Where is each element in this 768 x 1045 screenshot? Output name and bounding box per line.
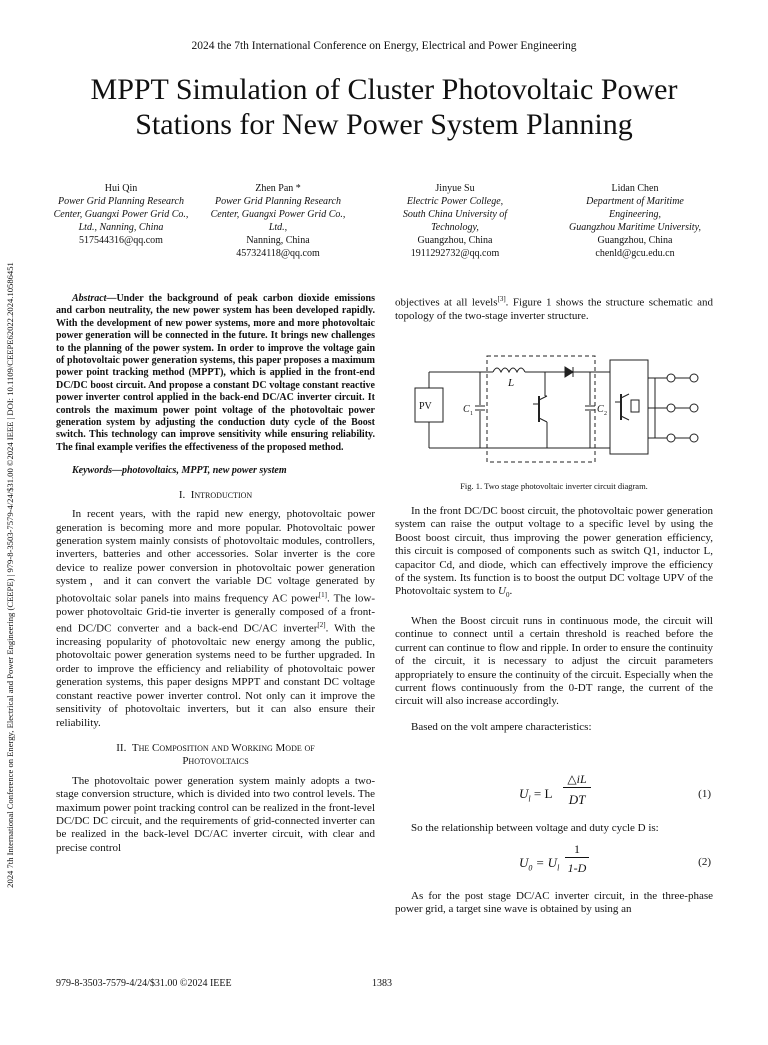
- inverter-box: [610, 360, 648, 454]
- abstract: [56, 293, 375, 454]
- section-title: The Composition and Working Mode of: [131, 741, 315, 754]
- footer-isbn: 979-8-3503-7579-4/24/$31.00 ©2024 IEEE: [56, 978, 232, 989]
- eq2-u: U: [519, 855, 529, 870]
- text-run: In recent years, with the rapid new energy, photovoltaic power generation is becoming more and more popular. Photovoltaic power generation system mainly consists of photovoltaic modules, controllers, inverters, batteries and other accessories. Solar inverter is the core device to realize power conversion in photovoltaic power generation system，and it can convert the variable DC voltage generated by photovoltaic solar panels into mains frequency AC power: [56, 508, 375, 605]
- section-number: I.: [178, 488, 186, 501]
- author-affiliation: Engineering,: [609, 209, 661, 220]
- conference-header: 2024 the 7th International Conference on Energy, Electrical and Power Engineering: [191, 40, 577, 52]
- eq1-lhs: [519, 786, 552, 804]
- author-name: Jinyue Su: [435, 183, 475, 194]
- continuous-mode-paragraph: When the Boost circuit runs in continuous mode, the circuit will continue to connect until a certain threshold is reached before the current can continue to flow and ripple. In order to ensure the continuity of the circuit, it is necessary to adjust the circuit parameters appropriately to ensure the continuity of the circuit. Especially when the current flows continuously from the 0-DT range, the current of the circuit will also increase accordingly.: [395, 615, 713, 708]
- eq1-number: (1): [698, 788, 711, 800]
- composition-paragraph: The photovoltaic power generation system mainly adopts a two-stage conversion structure, which is divided into two control levels. The maximum power point tracking control can be realized in the front-level DC/DC DC circuit, and the requirements of grid-connected inverter can be realized in the back-level DC/AC inverter circuit, with clear and precise control: [56, 774, 375, 854]
- c1-label: C: [463, 404, 470, 415]
- citation: [1]: [318, 590, 327, 599]
- author-affiliation: Technology,: [431, 222, 479, 233]
- grid-terminal-2: [667, 404, 675, 412]
- title-line-1: MPPT Simulation of Cluster Photovoltaic Power: [90, 73, 678, 106]
- author-location: Nanning, China: [246, 235, 310, 246]
- intro-paragraph: [56, 508, 375, 730]
- eq2-denominator: 1-D: [567, 861, 587, 875]
- author-affiliation: Guangzhou Maritime University,: [569, 222, 701, 233]
- c2-label: C: [597, 404, 604, 415]
- abstract-body: Under the background of peak carbon dioxide emissions and carbon neutrality, the new power system has been developed rapidly. With the development of new power systems, more and more photovoltaic power generation will be connected in the future. It brings new challenges to the planning of the power system. In order to improve the voltage gain of photovoltaic power generation systems, this paper proposes a maximum power point tracking method (MPPT), which is applied in the front-end DC/DC boost circuit. And propose a constant DC voltage constant reactive power inverter control applied in the back-end DC/AC inverter circuit. It controls the maximum power point voltage of the photovoltaic power generation system by adjusting the conduction duty cycle of the Boost switch. This technology can improve sensitivity while ensuring reliability. The final example verifies the effectiveness of the proposed method.: [56, 293, 375, 453]
- title-line-2: Stations for New Power System Planning: [135, 108, 633, 141]
- right-column-top: [395, 293, 713, 323]
- figure-caption: Fig. 1. Two stage photovoltaic inverter circuit diagram.: [460, 481, 648, 491]
- author-email: 457324118@qq.com: [236, 248, 320, 259]
- duty-cycle-paragraph: So the relationship between voltage and duty cycle D is:: [411, 822, 659, 834]
- eq2-u-sub: 0: [528, 863, 533, 873]
- eq2-numerator: 1: [565, 842, 589, 858]
- text-run: . With the increasing popularity of photovoltaic new energy among the public, photovoltaic power generation systems need to be further upgraded. In order to improve the efficiency and reliability of photovoltaic power generation systems, this paper designs MPPT and constant DC voltage constant reactive power inverter control. Not only can it improve the sensitivity of photovoltaic inverters, but it can also ensure their reliability.: [56, 622, 375, 729]
- grid-terminal-3: [667, 434, 675, 442]
- left-column: [56, 293, 375, 855]
- author-location: Guangzhou, China: [597, 235, 673, 246]
- right-column-mid: [395, 822, 713, 835]
- keywords: Keywords—photovoltaics, MPPT, new power system: [72, 465, 287, 477]
- author-affiliation: Electric Power College,: [406, 196, 504, 207]
- eq1-numerator: △iL: [563, 772, 591, 788]
- author-affiliation: Ltd., Nanning, China: [78, 222, 164, 233]
- inductor-label: L: [508, 377, 515, 389]
- author-affiliation: Ltd.,: [268, 222, 288, 233]
- pv-label: PV: [419, 401, 432, 412]
- equation-2: [395, 842, 713, 888]
- diode-symbol: [565, 367, 573, 377]
- inverter-paragraph: As for the post stage DC/AC inverter circuit, in the three-phase power grid, a target sine wave is obtained by using an: [395, 890, 713, 916]
- text-run: objectives at all levels: [395, 296, 498, 309]
- author-email: 517544316@qq.com: [79, 235, 163, 246]
- right-column-bottom: [395, 890, 713, 917]
- author-name: Zhen Pan *: [255, 183, 301, 194]
- text-run: . Figure 1 shows the structure schematic and topology of the two-stage inverter structure.: [395, 296, 713, 323]
- eq1-u: U: [519, 786, 529, 801]
- eq1-u-sub: l: [528, 794, 531, 804]
- doi-sidebar: 2024 7th International Conference on Energy, Electrical and Power Engineering (CEEPE) | 979-8-3503-7579-4/24/$31.00 ©2024 IEEE | DOI: 10.1109/CEEPE62022.2024.10586451: [5, 262, 15, 888]
- author-affiliation: Power Grid Planning Research: [57, 196, 184, 207]
- inductor-coil: [493, 368, 525, 372]
- text-run: .: [509, 585, 513, 598]
- eq1-equals: = L: [533, 786, 553, 801]
- author-location: Guangzhou, China: [417, 235, 493, 246]
- volt-ampere-paragraph: Based on the volt ampere characteristics:: [411, 720, 592, 733]
- author-4: [550, 182, 720, 260]
- author-3: [370, 182, 540, 260]
- author-name: Hui Qin: [104, 183, 138, 194]
- boost-paragraph: [395, 505, 713, 603]
- paper-title: [40, 72, 728, 142]
- u0-variable: U: [497, 585, 506, 598]
- eq2-equals: = U: [535, 855, 558, 870]
- figure-intro-paragraph: [395, 293, 713, 323]
- right-column-body: [395, 505, 713, 734]
- citation: [2]: [317, 621, 326, 629]
- circuit-diagram-figure: [405, 348, 710, 470]
- author-email: 1911292732@qq.com: [410, 248, 500, 259]
- author-name: Lidan Chen: [611, 183, 659, 194]
- eq2-number: (2): [698, 856, 711, 868]
- author-affiliation: Center, Guangxi Power Grid Co.,: [53, 209, 189, 220]
- text-run: In the front DC/DC boost circuit, the photovoltaic power generation system can raise the output voltage to a specific level by using the Boost boost circuit, thus improving the power generation efficiency, this circuit is composed of components such as switch Q1, inductor L, capacitor Cd, and diode, which can effectively improve the efficiency of the system. Its function is to boost the output DC voltage UPV of the Photovoltaic system to: [395, 505, 713, 598]
- eq2-lhs: [519, 855, 559, 873]
- section-number: II.: [116, 741, 127, 754]
- author-affiliation: Power Grid Planning Research: [214, 196, 341, 207]
- citation: [3]: [497, 295, 506, 303]
- equation-1: [395, 770, 713, 816]
- author-affiliation: Center, Guangxi Power Grid Co.,: [210, 209, 346, 220]
- abstract-lead: Abstract—: [72, 293, 117, 304]
- section-title-line-2: Photovoltaics: [182, 755, 249, 768]
- c1-subscript: 1: [470, 411, 473, 417]
- u0-subscript: 0: [505, 591, 510, 600]
- author-1: [36, 182, 206, 247]
- author-email: chenld@gcu.edu.cn: [595, 248, 675, 259]
- grid-terminal-1: [667, 374, 675, 382]
- author-2: [193, 182, 363, 260]
- c2-subscript: 2: [604, 411, 607, 417]
- eq2-ul-sub: l: [557, 863, 560, 873]
- text-run: . The low-power photovoltaic Grid-tie inverter is generally composed of a front-end DC/DC converter and a back-end DC/AC inverter: [56, 592, 375, 635]
- section-heading-intro: [56, 489, 375, 502]
- page-number: 1383: [372, 978, 392, 989]
- section-title: Introduction: [190, 488, 253, 501]
- section-heading-composition: [56, 742, 375, 769]
- author-affiliation: South China University of: [402, 209, 508, 220]
- author-affiliation: Department of Maritime: [586, 196, 684, 207]
- eq1-denominator: DT: [568, 792, 586, 807]
